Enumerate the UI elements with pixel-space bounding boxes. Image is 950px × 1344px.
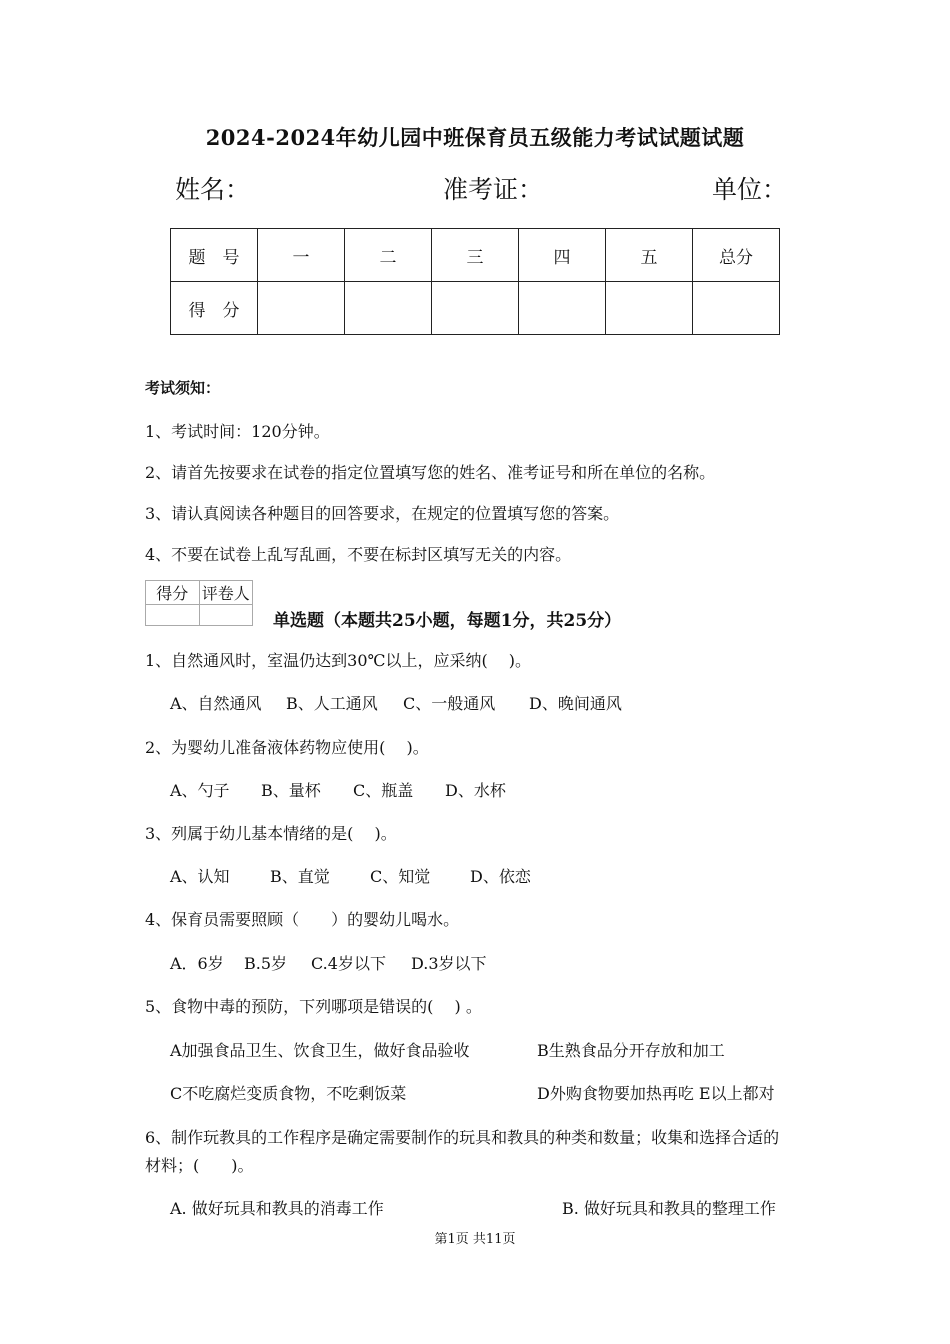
q5-option-c[interactable]: C不吃腐烂变质食物，不吃剩饭菜 [170,1084,407,1103]
score-header-label: 题 号 [171,229,258,282]
question-6-line-2: 材料；( )。 [145,1156,254,1175]
q2-option-d[interactable]: D、水杯 [445,781,506,800]
q6-option-a[interactable]: A. 做好玩具和教具的消毒工作 [170,1199,384,1218]
q2-option-b[interactable]: B、量杯 [261,781,321,800]
q1-option-c[interactable]: C、一般通风 [403,694,496,713]
question-3: 3、列属于幼儿基本情绪的是( )。 [145,824,397,843]
score-header-2: 二 [345,229,432,282]
question-1: 1、自然通风时，室温仍达到30℃以上，应采纳( )。 [145,651,532,670]
page-footer: 第1页 共11页 [434,1232,516,1247]
score-cell[interactable] [519,282,606,335]
score-cell[interactable] [606,282,693,335]
question-4: 4、保育员需要照顾（ ）的婴幼儿喝水。 [145,910,460,929]
score-row-label: 得 分 [171,282,258,335]
q4-option-b[interactable]: B.5岁 [244,954,288,973]
grader-score-cell[interactable] [146,605,200,626]
q1-option-a[interactable]: A、自然通风 [170,694,262,713]
question-6-line-1: 6、制作玩教具的工作程序是确定需要制作的玩具和教具的种类和数量；收集和选择合适的 [145,1128,780,1147]
exam-id-field-label: 准考证： [443,175,544,204]
q1-option-d[interactable]: D、晚间通风 [529,694,622,713]
grader-reviewer-label: 评卷人 [199,581,253,605]
q5-option-b[interactable]: B生熟食品分开存放和加工 [537,1041,725,1060]
q2-option-c[interactable]: C、瓶盖 [353,781,414,800]
q4-option-d[interactable]: D.3岁以下 [411,954,487,973]
score-cell[interactable] [432,282,519,335]
score-cell[interactable] [345,282,432,335]
grader-box [145,580,253,626]
exam-title: 2024-2024年幼儿园中班保育员五级能力考试试题试题 [205,125,745,150]
score-header-4: 四 [519,229,606,282]
q5-option-a[interactable]: A加强食品卫生、饮食卫生，做好食品验收 [170,1041,470,1060]
notes-heading: 考试须知： [145,379,221,397]
note-item: 1、考试时间：120分钟。 [145,422,330,441]
q3-option-d[interactable]: D、依恋 [470,867,531,886]
name-field-label: 姓名： [175,175,251,204]
score-table [170,228,780,335]
grader-reviewer-cell[interactable] [199,605,253,626]
score-header-1: 一 [258,229,345,282]
note-item: 3、请认真阅读各种题目的回答要求，在规定的位置填写您的答案。 [145,504,620,523]
score-table-header-row [171,229,780,282]
score-cell[interactable] [693,282,780,335]
score-header-5: 五 [606,229,693,282]
q5-option-d[interactable]: D外购食物要加热再吃 E以上都对 [537,1084,775,1103]
note-item: 2、请首先按要求在试卷的指定位置填写您的姓名、准考证号和所在单位的名称。 [145,463,716,482]
question-5: 5、食物中毒的预防，下列哪项是错误的( ) 。 [145,997,482,1016]
grader-score-label: 得分 [146,581,200,605]
q6-option-b[interactable]: B. 做好玩具和教具的整理工作 [562,1199,776,1218]
score-header-3: 三 [432,229,519,282]
q3-option-b[interactable]: B、直觉 [270,867,330,886]
q4-option-c[interactable]: C.4岁以下 [311,954,386,973]
q3-option-c[interactable]: C、知觉 [370,867,431,886]
score-header-total: 总分 [693,229,780,282]
note-item: 4、不要在试卷上乱写乱画，不要在标封区填写无关的内容。 [145,545,572,564]
unit-field-label: 单位： [712,175,788,204]
q1-option-b[interactable]: B、人工通风 [286,694,378,713]
score-table-score-row [171,282,780,335]
q2-option-a[interactable]: A、勺子 [170,781,230,800]
question-2: 2、为婴幼儿准备液体药物应使用( )。 [145,738,429,757]
score-cell[interactable] [258,282,345,335]
q3-option-a[interactable]: A、认知 [170,867,230,886]
section-title: 单选题（本题共25小题，每题1分，共25分） [273,611,622,631]
q4-option-a[interactable]: A．6岁 [170,954,224,973]
